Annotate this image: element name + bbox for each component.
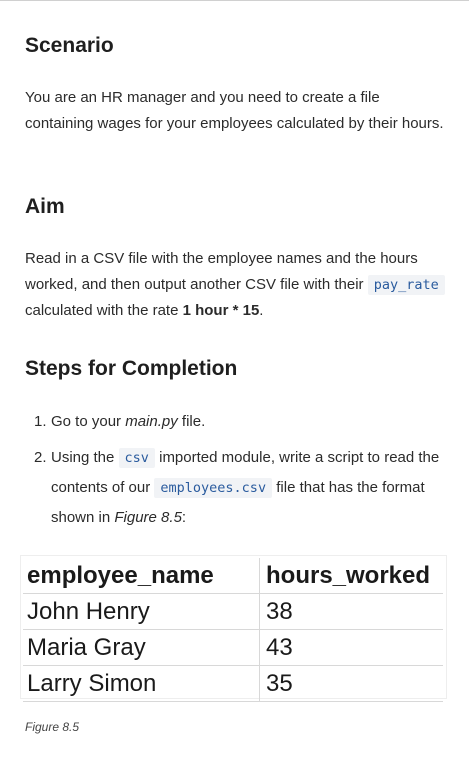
- figure-caption: Figure 8.5: [25, 720, 80, 734]
- column-header: hours_worked: [260, 558, 444, 594]
- table-header-row: [23, 558, 443, 594]
- employees-table: [23, 558, 443, 702]
- csv-code: csv: [119, 448, 155, 468]
- figure-table-image: [20, 555, 447, 699]
- scenario-text: You are an HR manager and you need to create a file containing wages for your employees calculated by their hours.: [25, 89, 444, 132]
- table-cell: Larry Simon: [23, 666, 260, 702]
- table-cell: Maria Gray: [23, 630, 260, 666]
- pay-rate-code: pay_rate: [368, 275, 445, 295]
- rate-bold: 1 hour * 15: [182, 302, 260, 319]
- aim-text: Read in a CSV file with the employee names and the hours worked, and then output another CSV file with their pay_rate calculated with the rate 1 hour * 15.: [25, 246, 450, 324]
- steps-list: [25, 409, 450, 532]
- table-cell: John Henry: [23, 594, 260, 630]
- steps-heading: Steps for Completion: [25, 357, 238, 380]
- employees-csv-code: employees.csv: [154, 478, 272, 498]
- table-row: [23, 594, 443, 630]
- table-cell: 38: [260, 594, 444, 630]
- column-header: employee_name: [23, 558, 260, 594]
- scenario-heading: Scenario: [25, 34, 114, 57]
- step-item: 1. Go to your main.py file.: [34, 413, 206, 430]
- aim-heading: Aim: [25, 195, 65, 218]
- table-cell: 43: [260, 630, 444, 666]
- table-cell: 35: [260, 666, 444, 702]
- step-item: 2. Using the csv imported module, write a script to read the contents of our employees.csv file that has the format shown in Figure 8.5:: [34, 449, 440, 526]
- table-row: [23, 666, 443, 702]
- table-row: [23, 630, 443, 666]
